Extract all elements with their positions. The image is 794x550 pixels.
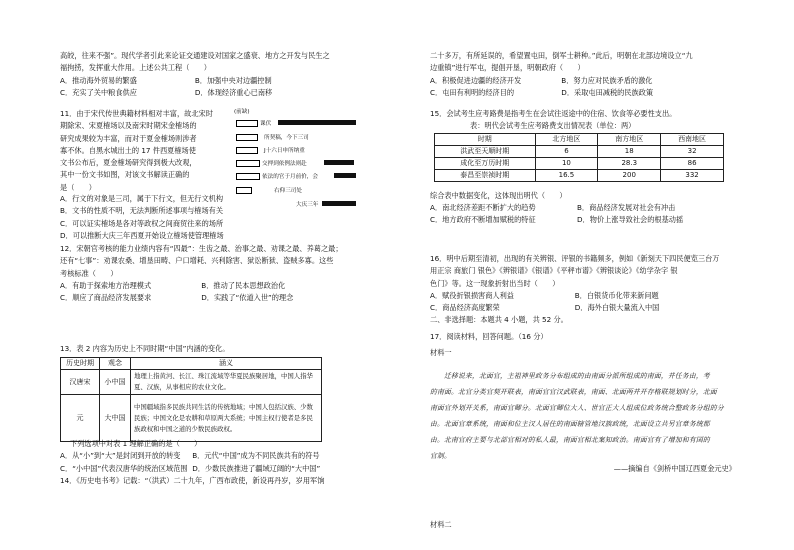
q13-question: 下列选项中对表 1 理解正确的是（ ） — [70, 439, 202, 448]
q14-option-a[interactable]: A．积极促进边疆的经济开发 — [430, 75, 522, 85]
q12-option-c[interactable]: C．顺应了商品经济发展要求 — [60, 293, 152, 303]
question-13 — [60, 343, 322, 442]
table-cell: 小中国 — [100, 370, 131, 395]
table-header-row — [61, 358, 322, 370]
material-1-label: 材料一 — [430, 348, 452, 358]
q16-options-row2 — [430, 302, 719, 314]
q13-table — [60, 357, 322, 442]
material-line: 由。北面官章系统，南面和位主汉人居住的南面辖管地汉族政统，北面设立共另官章务统都 — [430, 420, 710, 428]
doc-line: J十六日申所纳重 — [264, 148, 305, 154]
q12-line: 12．宋朝官考核的能力业绩内容有“四最”：生齿之最、治事之最、劝课之最、养葛之最； — [60, 244, 343, 253]
q11-option-b[interactable]: B．文书的性质不明，无法判断所述事项与榷场有关 — [60, 206, 224, 216]
section-heading: 二、非选择题：本题共 4 小题，共 52 分。 — [430, 315, 568, 325]
table-cell: 汉唐宋 — [61, 370, 100, 395]
table-row — [435, 157, 724, 169]
q14-cont-line: 边重镇”进行军屯，提倡开垦，明朝政府（ ） — [430, 63, 585, 73]
table-header-cell: 观念 — [100, 358, 131, 370]
doc-bar — [236, 147, 258, 154]
q14-cont-line: 二十多万，有所延误的，希望置屯田，倒军士耕种。”此后，明朝在北部边境设立“九 — [430, 51, 693, 60]
doc-fill — [334, 173, 356, 178]
doc-line: 大庆三年 — [296, 202, 319, 208]
material-1-source: ——摘编自《剑桥中国辽西夏金元史》 — [613, 464, 736, 473]
q12-line: 考核标准（ ） — [60, 268, 118, 278]
table-cell: 泰昌至崇祯时期 — [435, 169, 536, 181]
material-line: 迁移说来，北面官，主祖神里政务分布组成的由南面分派所组成的南面，并任务由，考 — [430, 372, 710, 380]
question-16 — [430, 253, 719, 359]
q12-option-a[interactable]: A．有助于探索地方治理模式 — [60, 280, 152, 290]
q15-option-c[interactable]: C．地方政府不断增加赋税的特征 — [430, 215, 536, 225]
table-cell: 10 — [535, 157, 598, 169]
q10-option-c[interactable]: C．充实了关中粮食供应 — [60, 87, 137, 97]
q14-option-d[interactable]: D．采取屯田减税的民族政策 — [561, 87, 654, 97]
q13-intro: 13．表 2 内容为历史上不同时期“中国”内涵的变化。 — [60, 344, 230, 353]
table-header-cell: 时期 — [435, 133, 536, 145]
doc-line: 所契稿，今下三司 — [264, 135, 309, 141]
q12-options-row2 — [60, 292, 343, 304]
doc-line: (前缺) — [234, 109, 250, 115]
q13-question-block — [60, 438, 324, 487]
q11-option-c[interactable]: C．可以证实榷场是各对等政权之间商贸往来的场所 — [60, 218, 224, 228]
q11-option-d[interactable]: D．可以推断大庆三年西夏开始设立榷场使管理榷场 — [60, 230, 224, 240]
table-cell: 中国疆域指多民族共同生活的传统地域；中国人包括汉族、少数民族；中国文化是农耕和草原两大系统；中国主权行使者是多民族政权和中国之道的少数民族政权。 — [131, 395, 322, 442]
q13-option-d[interactable]: D．少数民族推进了疆域辽阔的“大中国” — [192, 463, 321, 473]
q10-option-a[interactable]: A．推动海外贸易的繁盛 — [60, 75, 137, 85]
q10-options-row2 — [60, 87, 330, 99]
q16-options-row1 — [430, 290, 719, 302]
table-header-cell: 西南地区 — [661, 133, 724, 145]
q14-option-b[interactable]: B．努力应对民族矛盾的激化 — [561, 75, 653, 85]
q11-line: 11．由于宋代传世典籍材料相对丰富，故北宋时 — [60, 109, 213, 118]
q10-option-b[interactable]: B．加强中央对边疆控制 — [194, 75, 272, 85]
doc-bar — [236, 173, 260, 180]
material-line: 的南面。北官分类官契开联表，南面官官汉武联表，南面、北面两并开存格联规划时分，北面 — [430, 388, 717, 396]
doc-line: 课伏 — [260, 121, 272, 127]
table-header-cell: 历史时期 — [61, 358, 100, 370]
question-11 — [60, 108, 235, 194]
q11-line: 是（ ） — [60, 182, 96, 192]
q14-continued — [430, 50, 693, 99]
q15-option-a[interactable]: A．南北经济差距不断扩大的趋势 — [430, 202, 536, 212]
q13-option-b[interactable]: B．元代“中国”成为不同民族共有的符号 — [192, 451, 320, 461]
q16-line: 16．明中后期至清初，出现的有关辨银、评银的书籍频多，例如《新刻天下四民便览三台万 — [430, 254, 720, 263]
q14-option-c[interactable]: C．屯田有利明的经济目的 — [430, 87, 515, 97]
table-row — [61, 370, 322, 395]
table-row — [435, 169, 724, 181]
table-cell: 洪武至天顺时期 — [435, 145, 536, 157]
q10-option-d[interactable]: D．体现经济重心已南移 — [194, 87, 273, 97]
table-cell: 200 — [598, 169, 661, 181]
material-line: 官制。 — [430, 452, 451, 460]
q10-line-1: 高皎，往来不强”。现代学者引此来论证交通建设对国家之盛衰、地方之开发与民生之 — [60, 51, 330, 60]
doc-bar — [236, 160, 260, 167]
material-line: 由。北南官府主要与北部官相对的私人最，南面官相北案知政治。南面官有了增加和有国的 — [430, 436, 710, 444]
q14-line: 14．《历史电书考》记载：“（洪武）二十九年，广西布政使，新设再丹岁，岁用军饷 — [60, 475, 325, 485]
q12-options-row1 — [60, 280, 343, 292]
table-header-cell: 北方地区 — [535, 133, 598, 145]
doc-bar — [236, 120, 258, 127]
q11-line: 其中一份文书如图，对该文书解读正确的 — [60, 170, 190, 180]
q10-line-2: 福拘捞，发挥重大作用。上述公共工程（ ） — [60, 63, 211, 73]
q13-option-c[interactable]: C．“小中国”代表汉唐华的统治区域范围 — [60, 463, 188, 473]
table-cell: 地理上指黄河、长江、珠江流域等华夏民族聚居地，中国人指华夏、汉族，从事相应的农业文化。 — [131, 370, 322, 395]
q10-options-row1 — [60, 75, 330, 87]
q16-line: 色门》等。这一现象折射出当时（ ） — [430, 278, 560, 288]
table-cell: 6 — [535, 145, 598, 157]
q12-option-b[interactable]: B．推动了民本思想政治化 — [201, 280, 286, 290]
q11-options — [60, 193, 224, 242]
q15-option-d[interactable]: D．物价上涨导致社会的根基动摇 — [577, 215, 684, 225]
q14-options-row1 — [430, 75, 693, 87]
q16-option-a[interactable]: A．赋役折银损害商人利益 — [430, 290, 514, 300]
table-header-cell: 南方地区 — [598, 133, 661, 145]
q14-options-row2 — [430, 87, 693, 99]
doc-fill — [324, 160, 354, 165]
table-header-cell: 涵义 — [131, 358, 322, 370]
q11-document-image — [234, 107, 359, 219]
q16-option-b[interactable]: B．白银货币化带来新问题 — [574, 290, 659, 300]
q12-option-d[interactable]: D．实践了“依道入世”的理念 — [201, 293, 294, 303]
q17-heading: 17．阅读材料，回答问题。（16 分） — [430, 331, 548, 341]
material-2-label: 材料二 — [430, 520, 452, 529]
doc-bar — [236, 134, 258, 141]
table-row — [435, 145, 724, 157]
doc-line: 依法的官于月前价，会 — [262, 174, 318, 180]
q11-line: 研究成果较为丰富，而对于夏金榷场则涉者 — [60, 133, 197, 143]
table-cell: 成化至万历时期 — [435, 157, 536, 169]
material-1-text — [430, 368, 724, 464]
q15-option-b[interactable]: B．商品经济发展对社会有冲击 — [577, 202, 676, 212]
q13-option-a[interactable]: A．从“小”到“大”是封闭到开放的转变 — [60, 451, 181, 461]
q16-option-c[interactable]: C．商品经济高度繁荣 — [430, 303, 500, 313]
q15-options-row2 — [430, 214, 724, 226]
table-cell: 元 — [61, 395, 100, 442]
q11-line: 寡不休。自黑水城出土的 17 件西夏榷场使 — [60, 145, 196, 155]
table-cell: 32 — [661, 145, 724, 157]
table-cell: 86 — [661, 157, 724, 169]
table-cell: 大中国 — [100, 395, 131, 442]
doc-fill — [322, 201, 356, 206]
doc-line: 交押到依例法则赴 — [262, 161, 307, 167]
question-15 — [430, 108, 724, 226]
table-cell: 18 — [598, 145, 661, 157]
q16-option-d[interactable]: D．海外白银大量流入中国 — [574, 303, 660, 313]
q15-line: 15．会试考生应考路费是指考生在会试往返途中的住宿、饮食等必要性支出。 — [430, 109, 677, 118]
q12-line: 还有“七事”：劝课农桑、增垦田畴、户口增耗、兴利除害、狱讼断狱、盗贼多寡。这些 — [60, 256, 334, 266]
table-cell: 28.3 — [598, 157, 661, 169]
q15-table — [434, 133, 724, 182]
doc-bar — [236, 187, 252, 194]
doc-line: 右仰三司处 — [274, 188, 302, 194]
q13-options-row2 — [60, 463, 324, 475]
q15-options-row1 — [430, 202, 724, 214]
q11-line: 期除宋、宋夏榷场以及南宋时期宋金榷场的 — [60, 121, 197, 131]
q11-option-a[interactable]: A．行文的对象是三司，属于下行文，但无行文机构 — [60, 194, 224, 203]
q15-question: 综合表中数据变化，这体现出明代（ ） — [430, 190, 567, 200]
q15-caption: 表：明代会试考生应考路费支出情况表（单位：两） — [470, 121, 636, 131]
table-header-row — [435, 133, 724, 145]
q16-line: 用正宗 商旅门 银色》《辨银谱》《银谱》《平秤市谱》《辨银谈论》《幼学杂字 银 — [430, 266, 678, 276]
q13-options-row1 — [60, 450, 324, 462]
q11-line: 文书公布后，夏金榷场研究得到极大改观， — [60, 158, 197, 168]
question-12 — [60, 243, 343, 304]
table-cell: 332 — [661, 169, 724, 181]
question-10 — [60, 50, 330, 99]
table-cell: 16.5 — [535, 169, 598, 181]
material-line: 南面官外划开关系，南面官卿分。北面官卿位大人、世官正大人组成位政务统合整政务分组的分 — [430, 404, 724, 412]
doc-fill — [278, 120, 356, 125]
table-row — [61, 395, 322, 442]
